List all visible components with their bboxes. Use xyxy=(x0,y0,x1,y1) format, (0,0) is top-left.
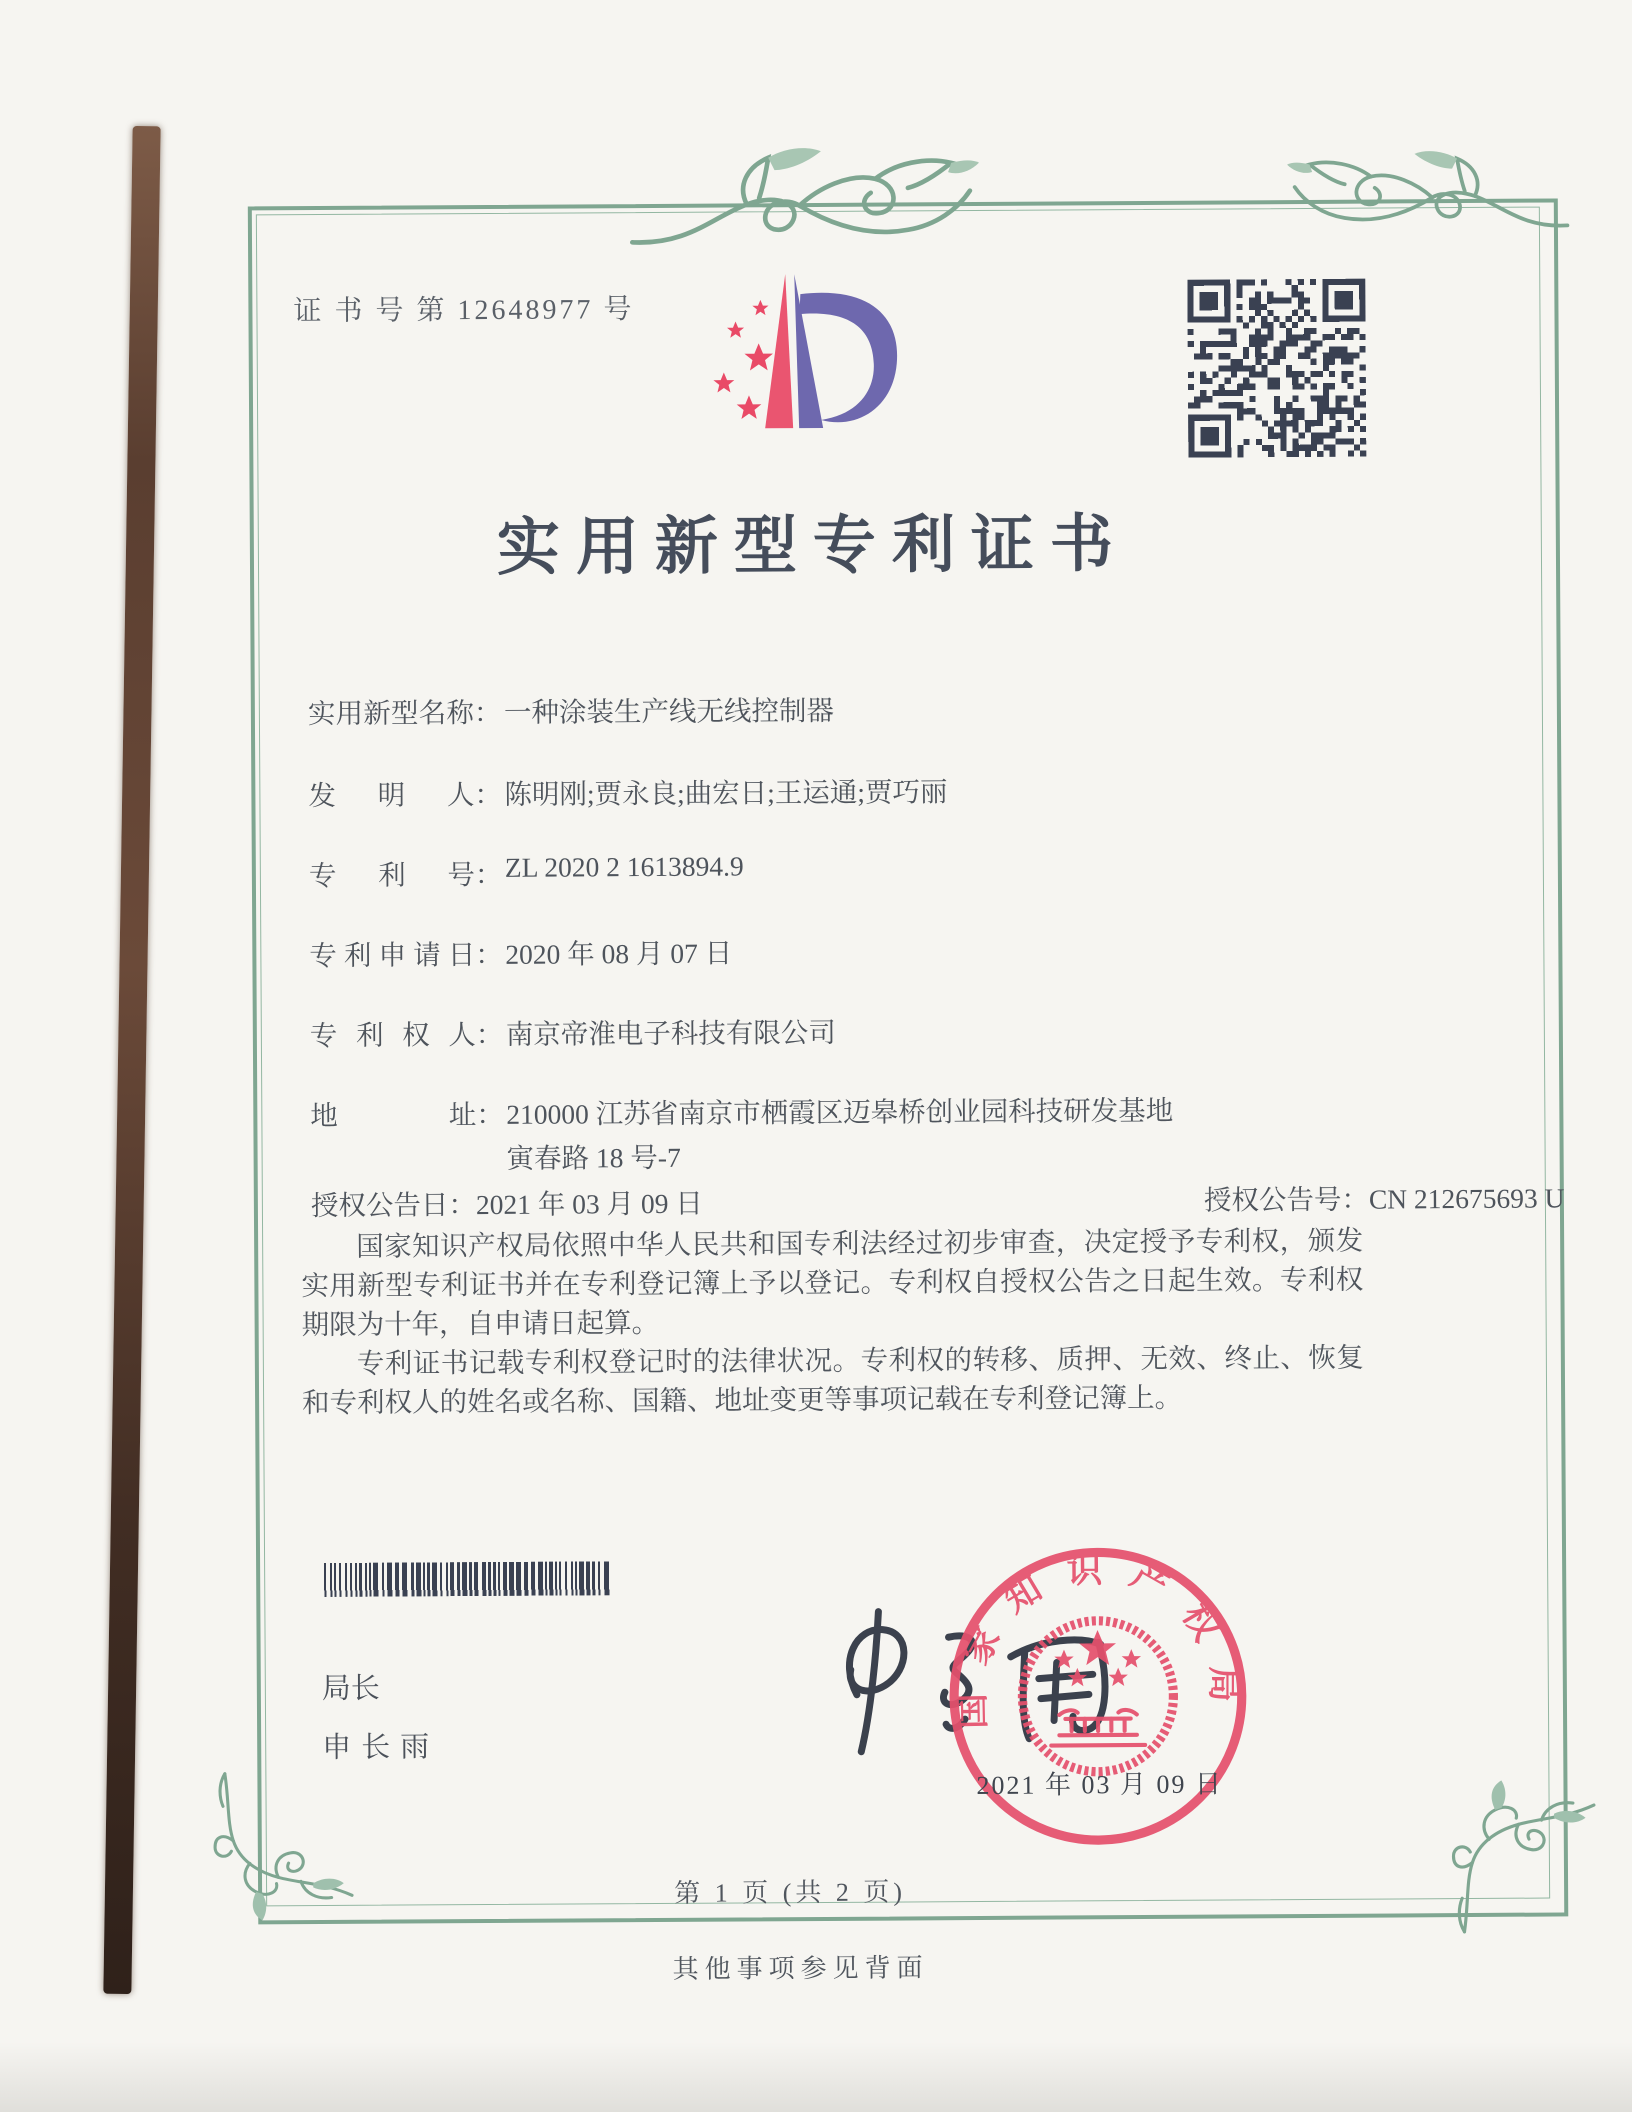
field-label: 地址 xyxy=(310,1099,477,1132)
qr-code xyxy=(1187,279,1366,458)
field-colon: ： xyxy=(474,778,502,811)
field-label: 实用新型名称 xyxy=(307,697,474,730)
field-value: 一种涂装生产线无线控制器 xyxy=(503,694,834,728)
field-label: 专利号 xyxy=(308,859,475,892)
grant-no-label: 授权公告号 xyxy=(1203,1183,1342,1216)
field-value: 210000 江苏省南京市栖霞区迈皋桥创业园科技研发基地 xyxy=(506,1094,1174,1130)
field-colon: ： xyxy=(1341,1183,1369,1215)
grant-no-value: CN 212675693 U xyxy=(1368,1182,1565,1215)
field-colon: ： xyxy=(473,696,502,729)
officer-title: 局长 xyxy=(321,1672,380,1706)
field-row-address xyxy=(310,1088,1173,1133)
officer-name: 申长雨 xyxy=(322,1731,440,1765)
field-value: ZL 2020 2 1613894.9 xyxy=(504,850,744,883)
field-label: 专利权人 xyxy=(309,1019,476,1052)
field-row-grant xyxy=(310,1181,1565,1223)
field-colon: ： xyxy=(448,1189,476,1221)
field-colon: ： xyxy=(474,858,503,891)
field-colon: ： xyxy=(475,938,503,971)
field-value: 陈明刚;贾永良;曲宏日;王运通;贾巧丽 xyxy=(504,776,948,810)
field-row-patent-no xyxy=(309,850,744,893)
legal-paragraph-2: 专利证书记载专利权登记时的法律状况。专利权的转移、质押、无效、终止、恢复和专利权人的姓名或名称、国籍、地址变更等事项记载在专利登记簿上。 xyxy=(302,1341,1364,1419)
see-reverse-note: 其他事项参见背面 xyxy=(672,1953,929,1984)
field-label: 发明人 xyxy=(308,779,475,812)
field-row-inventors xyxy=(308,769,947,813)
field-colon: ： xyxy=(476,1098,504,1131)
patent-office-logo-icon xyxy=(688,267,957,487)
legal-paragraph-1: 国家知识产权局依照中华人民共和国专利法经过初步审查，决定授予专利权，颁发实用新型专利证书并在专利登记簿上予以登记。专利权自授权公告之日起生效。专利权期限为十年，自申请日起算。 xyxy=(301,1224,1364,1341)
official-seal xyxy=(944,1542,1252,1850)
barcode xyxy=(323,1561,615,1597)
certificate-title: 实用新型专利证书 xyxy=(496,509,1130,583)
page-number: 第 1 页 (共 2 页) xyxy=(674,1877,907,1908)
photo-bottom-shadow xyxy=(0,2042,1632,2112)
seal-date: 2021 年 03 月 09 日 xyxy=(976,1769,1224,1801)
grant-date-label: 授权公告日 xyxy=(310,1189,449,1222)
national-emblem-icon xyxy=(1022,1620,1174,1772)
field-value: 南京帝淮电子科技有限公司 xyxy=(505,1016,836,1050)
field-colon: ： xyxy=(475,1018,504,1051)
field-label: 专利申请日 xyxy=(309,939,476,972)
field-row-filing-date xyxy=(309,931,732,974)
seal-ring-text: 国家知识产权局 xyxy=(951,1549,1245,1730)
field-value-address-line2: 寅春路 18 号-7 xyxy=(506,1141,681,1174)
field-row-name xyxy=(308,688,834,731)
grant-no-pair xyxy=(1204,1175,1565,1217)
field-value: 2020 年 08 月 07 日 xyxy=(505,937,733,970)
field-row-patentee xyxy=(310,1010,836,1053)
legal-text-block xyxy=(301,1221,1364,1422)
grant-date-value: 2021 年 03 月 09 日 xyxy=(475,1187,703,1221)
certificate-number: 证 书 号 第 12648977 号 xyxy=(293,294,635,328)
